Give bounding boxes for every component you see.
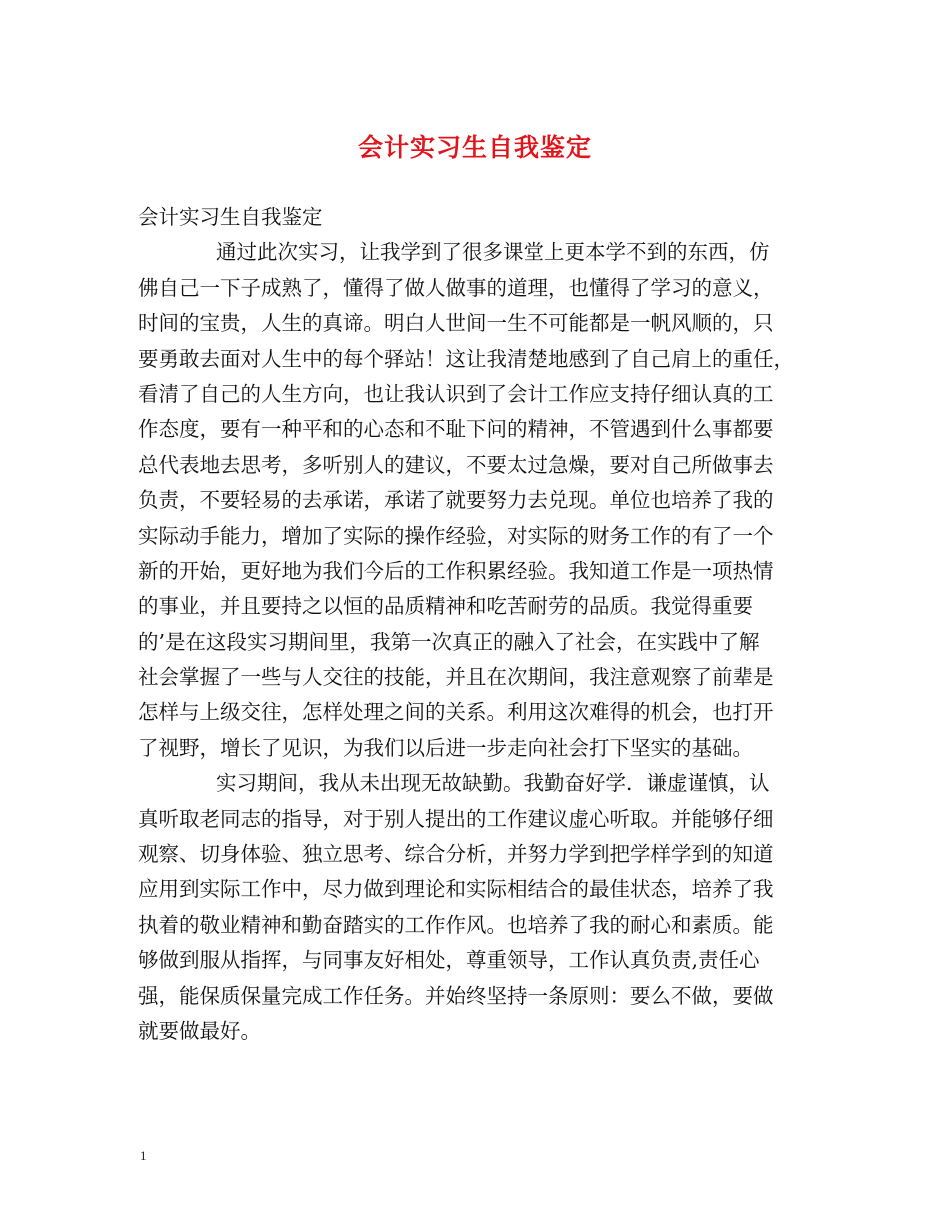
paragraph-line: 的’是在这段实习期间里，我第一次真正的融入了社会，在实践中了解 [138,629,760,654]
page-number: 1 [140,1148,147,1163]
paragraph-line: 总代表地去思考，多听别人的建议，不要太过急燥，要对自己所做事去 [138,452,774,477]
paragraph-line: 新的开始，更好地为我们今后的工作积累经验。我知道工作是一项热情 [138,558,774,583]
paragraph-line: 观察、切身体验、独立思考、综合分析，并努力学到把学样学到的知道 [138,842,774,867]
paragraph-line: 就要做最好。 [138,1018,261,1043]
paragraph-line: 应用到实际工作中，尽力做到理论和实际相结合的最佳状态，培养了我 [138,877,774,902]
paragraph-line: 实际动手能力，增加了实际的操作经验，对实际的财务工作的有了一个 [138,523,774,548]
paragraph-line: 作态度，要有一种平和的心态和不耻下问的精神，不管遇到什么事都要 [138,417,774,442]
paragraph-line: 够做到服从指挥，与同事友好相处，尊重领导，工作认真负责,责任心 [138,948,760,973]
paragraph-line: 了视野，增长了见识，为我们以后进一步走向社会打下坚实的基础。 [138,735,753,760]
document-title: 会计实习生自我鉴定 [357,133,592,162]
paragraph-line: 佛自己一下子成熟了，懂得了做人做事的道理，也懂得了学习的意义， [138,275,774,300]
paragraph-line: 强，能保质保量完成工作任务。并始终坚持一条原则：要么不做，要做 [138,983,774,1008]
paragraph-line: 实习期间，我从未出现无故缺勤。我勤奋好学．谦虚谨慎，认 [216,771,770,796]
paragraph-line: 社会掌握了一些与人交往的技能，并且在次期间，我注意观察了前辈是 [138,665,774,690]
paragraph-line: 时间的宝贵，人生的真谛。明白人世间一生不可能都是一帆风顺的，只 [138,311,774,336]
paragraph-line: 要勇敢去面对人生中的每个驿站！这让我清楚地感到了自己肩上的重任， [138,346,794,371]
paragraph-line: 执着的敬业精神和勤奋踏实的工作作风。也培养了我的耐心和素质。能 [138,912,774,937]
paragraph-line: 通过此次实习，让我学到了很多课堂上更本学不到的东西，仿 [216,240,770,265]
paragraph-line: 的事业，并且要持之以恒的品质精神和吃苦耐劳的品质。我觉得重要 [138,594,753,619]
paragraph-1 [138,235,828,766]
paragraph-line: 看清了自己的人生方向，也让我认识到了会计工作应支持仔细认真的工 [138,381,774,406]
paragraph-2 [138,766,828,1049]
document-body [138,200,828,1049]
paragraph-line: 怎样与上级交往，怎样处理之间的关系。利用这次难得的机会，也打开 [138,700,774,725]
document-subtitle: 会计实习生自我鉴定 [138,205,323,229]
paragraph-line: 真听取老同志的指导，对于别人提出的工作建议虚心听取。并能够仔细 [138,806,774,831]
paragraph-line: 负责，不要轻易的去承诺，承诺了就要努力去兑现。单位也培养了我的 [138,488,774,513]
